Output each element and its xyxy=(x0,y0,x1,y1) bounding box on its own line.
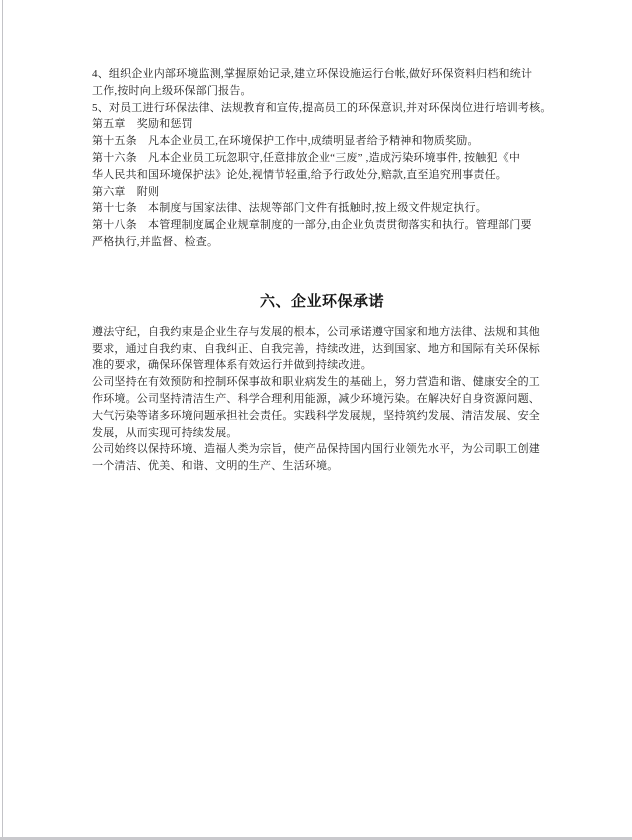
text-line: 严格执行,并监督、检查。 xyxy=(92,235,219,248)
text-line: 发展，从而实现可持续发展。 xyxy=(92,426,238,439)
text-line: 大气污染等诸多环境问题承担社会责任。实践科学发展规，坚持筑约发展、清洁发展、安全 xyxy=(92,409,540,422)
scan-edge-left xyxy=(2,0,3,840)
text-line: 作环境。公司坚持清洁生产、科学合理利用能源，减少环境污染。在解决好自身资源问题、 xyxy=(92,392,540,405)
text-line: 5、对员工进行环保法律、法规教育和宣传,提高员工的环保意识,并对环保岗位进行培训考核。 xyxy=(92,101,552,114)
text-line: 一个清洁、优美、和谐、文明的生产、生活环境。 xyxy=(92,460,339,473)
text-line: 要求，通过自我约束、自我纠正、自我完善，持续改进，达到国家、地方和国际有关环保标 xyxy=(92,342,540,355)
text-line: 公司始终以保持环境、造福人类为宗旨，使产品保持国内国行业领先水平，为公司职工创建 xyxy=(92,443,540,456)
text-line: 4、组织企业内部环境监测,掌握原始记录,建立环保设施运行台帐,做好环保资料归档和统计 xyxy=(92,68,533,80)
text-line: 第十六条 凡本企业员工玩忽职守,任意排放企业“三废” ,造成污染环境事件, 按触犯《中 xyxy=(92,151,521,164)
text-line: 第十七条 本制度与国家法律、法规等部门文件有抵触时,按上级文件规定执行。 xyxy=(92,202,487,215)
text-line: 第十五条 凡本企业员工,在环境保护工作中,成绩明显者给予精神和物质奖励。 xyxy=(92,135,479,148)
text-line: 第六章 附则 xyxy=(92,185,160,198)
text-line: 华人民共和国环境保护法》论处,视情节轻重,给予行政处分,赔款,直至追究刑事责任。 xyxy=(92,168,507,181)
text-line: 公司坚持在有效预防和控制环保事故和职业病发生的基础上，努力营造和谐、健康安全的工 xyxy=(92,376,540,389)
text-line: 工作,按时向上级环保部门报告。 xyxy=(92,84,252,97)
section-heading: 六、企业环保承诺 xyxy=(259,293,384,310)
regulations-section xyxy=(92,66,552,251)
text-line: 第十八条 本管理制度属企业规章制度的一部分,由企业负责贯彻落实和执行。管理部门要 xyxy=(92,219,532,232)
commitment-section xyxy=(92,324,552,475)
text-line: 第五章 奖励和惩罚 xyxy=(92,118,193,131)
text-line: 遵法守纪，自我约束是企业生存与发展的根本，公司承诺遵守国家和地方法律、法规和其他 xyxy=(92,325,540,338)
document-content xyxy=(92,66,552,475)
text-line: 准的要求，确保环保管理体系有效运行并做到持续改进。 xyxy=(92,359,372,372)
